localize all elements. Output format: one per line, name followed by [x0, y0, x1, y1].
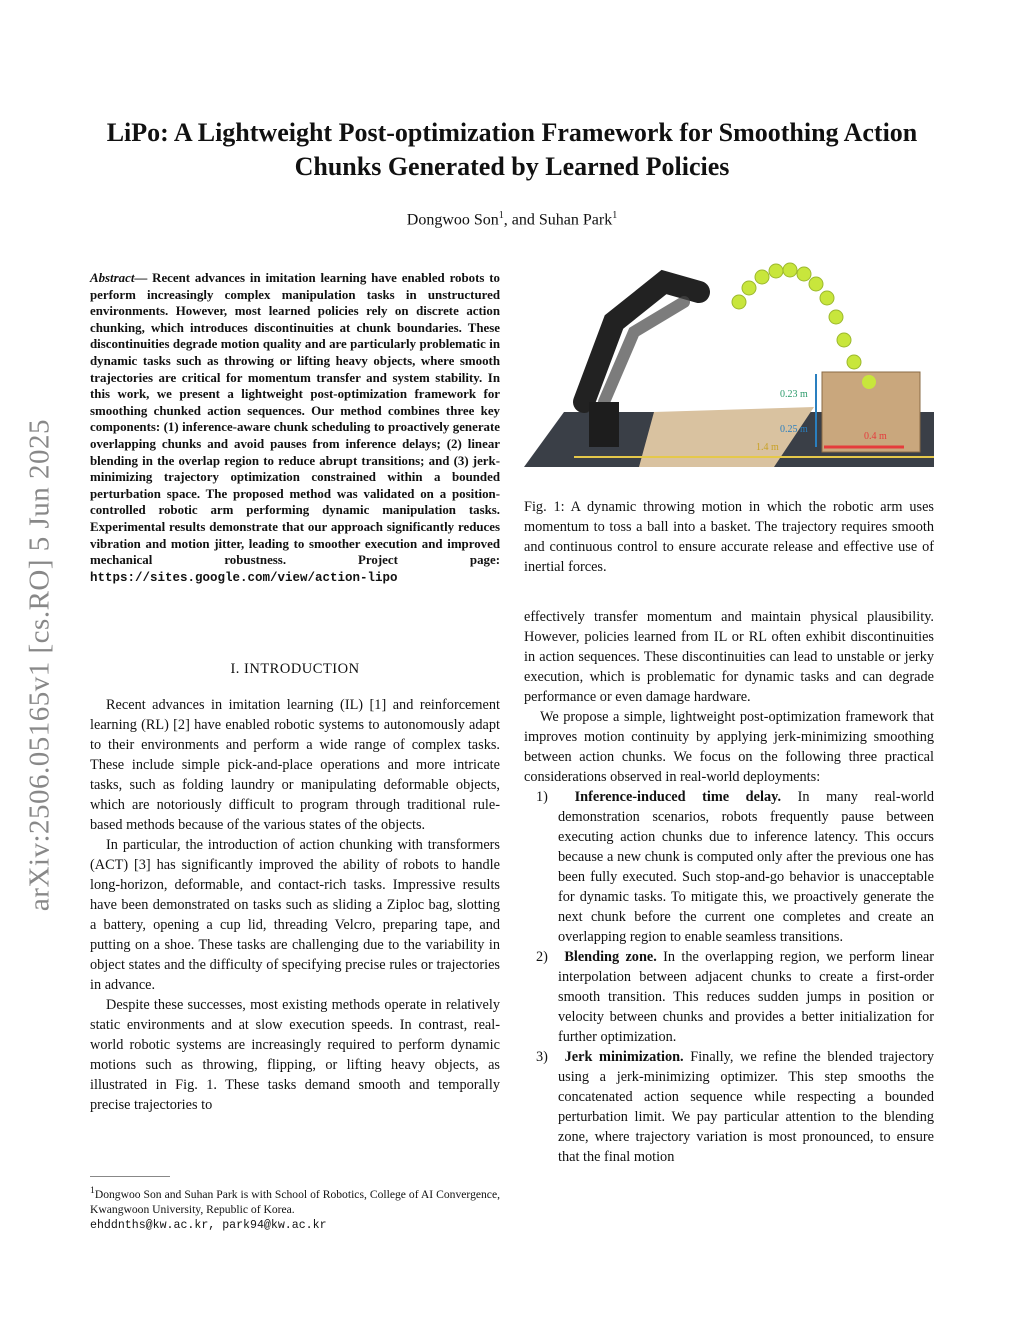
arxiv-sidebar: [14, 380, 66, 950]
abstract: [90, 270, 500, 586]
list-item-text: Finally, we refine the blended trajectory using a jerk-minimizing optimizer. This step smooths the concatenated action sequence while respecting a bounded perturbation limit. We pay particular attention to the blending zone, where trajectory variation is most pronounced, to ensure that the final motion: [558, 1049, 934, 1165]
author-name: Suhan Park: [538, 211, 613, 229]
footnote: [90, 1183, 500, 1233]
height-label-top: 0.23 m: [780, 389, 808, 400]
figure-throwing-robot: [524, 262, 934, 484]
paragraph: Recent advances in imitation learning (IL) [1] and reinforcement learning (RL) [2] have enabled robotic systems to autonomously adapt to their environments and perform a wide range of complex tasks. These include simple pick-and-place operations and more intricate tasks, such as folding laundry or manipulating deformable objects, which are notoriously difficult to program through traditional rule-based methods because of the various states of the objects.: [90, 697, 500, 833]
list-item: 3) Jerk minimization. Finally, we refine the blended trajectory using a jerk-minimizing optimizer. This step smooths the concatenated action sequence while respecting a bounded perturbation limit. We pay particular attention to the blending zone, where trajectory variation is most pronounced, to ensure that the final motion: [536, 1049, 934, 1165]
section-heading: I. INTRODUCTION: [230, 661, 360, 677]
affiliation-mark: 1: [612, 210, 618, 221]
footnote-text: Dongwoo Son and Suhan Park is with School of Robotics, College of AI Convergence, Kwangwoon University, Republic of Korea.: [90, 1187, 500, 1216]
project-page-link[interactable]: https://sites.google.com/view/action-lipo: [90, 570, 398, 585]
paragraph: We propose a simple, lightweight post-optimization framework that improves motion continuity by applying jerk-minimizing smoothing between action chunks. We focus on the following three practical considerations observed in real-world deployments:: [524, 709, 934, 785]
list-item-heading: Inference-induced time delay.: [574, 789, 782, 805]
author-emails: ehddnths@kw.ac.kr, park94@kw.ac.kr: [90, 1218, 327, 1232]
robot-base-icon: [589, 402, 619, 447]
paragraph: Despite these successes, most existing methods operate in relatively static environments and at slow execution speeds. In contrast, real-world robotic systems are increasingly required to perform dynamic motions such as throwing, flipping, or lifting heavy objects, as illustrated in Fig. 1. These tasks demand smooth and temporally precise trajectories to: [90, 997, 500, 1113]
paper-title: LiPo: A Lightweight Post-optimization Framework for Smoothing Action Chunks Generated by Learned Policies: [106, 118, 918, 181]
author-list: [100, 210, 924, 229]
width-label: 0.4 m: [864, 431, 887, 442]
list-item-heading: Blending zone.: [564, 949, 657, 965]
abstract-dash: —: [134, 271, 148, 285]
distance-label: 1.4 m: [756, 442, 779, 453]
abstract-text: Recent advances in imitation learning have enabled robots to perform increasingly complex manipulation tasks in unstructured environments. However, most learned policies rely on discrete action chunking, which introduces discontinuities at chunk boundaries. These discontinuities degrade motion quality and are particularly problematic in dynamic tasks such as throwing or lifting heavy objects, where smooth trajectories are critical for momentum transfer and system stability. In this work, we present a lightweight post-optimization framework for smoothing chunked action sequences. Our method combines three key components: (1) inference-aware chunk scheduling to proactively generate overlapping chunks and avoid pauses from inference delays; (2) linear blending in the overlap region to reduce abrupt transitions; and (3) jerk-minimizing trajectory optimization constrained within a bounded perturbation space. The proposed method was validated on a position-controlled robotic arm performing dynamic manipulation tasks. Experimental results demonstrate that our approach significantly reduces vibration and motion jitter, leading to smoother execution and improved mechanical robustness. Project page:: [90, 271, 500, 568]
affiliation-mark: 1: [498, 210, 504, 221]
footnote-rule: [90, 1176, 170, 1177]
paragraph: effectively transfer momentum and maintain physical plausibility. However, policies learned from IL or RL often exhibit discontinuities in action sequences. These discontinuities can lead to unstable or jerky execution, which is problematic for dynamic tasks and can degrade performance or even damage hardware.: [524, 609, 934, 705]
figure-caption: Fig. 1: A dynamic throwing motion in which the robotic arm uses momentum to toss a ball into a basket. The trajectory requires smooth and continuous control to ensure accurate release and effective use of inertial forces.: [524, 499, 934, 575]
list-item-heading: Jerk minimization.: [564, 1049, 684, 1065]
right-column-body: [524, 607, 934, 1167]
author-name: Dongwoo Son: [406, 211, 499, 229]
arxiv-identifier: arXiv:2506.05165v1 [cs.RO] 5 Jun 2025: [23, 418, 56, 912]
left-column-body: [90, 695, 500, 1115]
contribution-list: [524, 787, 934, 1167]
ball-icon: [862, 375, 876, 389]
height-label-bottom: 0.25 m: [780, 424, 808, 435]
list-item-text: In many real-world demonstration scenarios, robots frequently pause between executing action chunks due to inference latency. This occurs because a new chunk is computed only after the previous one has been fully executed. Such stop-and-go behavior is unacceptable for dynamic tasks. To mitigate this, we proactively generate the next chunk before the current one completes and create an overlapping region to enable seamless transitions.: [558, 789, 934, 945]
list-item: 1) Inference-induced time delay. In many real-world demonstration scenarios, robots frequently pause between executing action chunks due to inference latency. This occurs because a new chunk is computed only after the previous one has been fully executed. Such stop-and-go behavior is unacceptable for dynamic tasks. To mitigate this, we proactively generate the next chunk before the current one completes and create an overlapping region to enable seamless transitions.: [536, 789, 934, 945]
list-item-text: In the overlapping region, we perform linear interpolation between adjacent chunks to create a first-order smooth transition. This reduces sudden jumps in position or velocity between chunks and provides a better initialization for further optimization.: [558, 949, 934, 1045]
list-item: 2) Blending zone. In the overlapping region, we perform linear interpolation between adjacent chunks to create a first-order smooth transition. This reduces sudden jumps in position or velocity between chunks and provides a better initialization for further optimization.: [536, 949, 934, 1045]
author-separator: , and: [503, 211, 539, 229]
abstract-label: Abstract: [90, 271, 135, 285]
paragraph: In particular, the introduction of action chunking with transformers (ACT) [3] has significantly improved the ability of robots to handle long-horizon, deformable, and contact-rich tasks. Impressive results have been demonstrated on tasks such as sliding a Ziploc bag, slotting a battery, opening a cup lid, threading Velcro, preparing tape, and putting on a shoe. These tasks are challenging due to the variability in object states and the difficulty of specifying precise rules or trajectories in advance.: [90, 837, 500, 993]
footnote-mark: 1: [90, 1185, 95, 1196]
